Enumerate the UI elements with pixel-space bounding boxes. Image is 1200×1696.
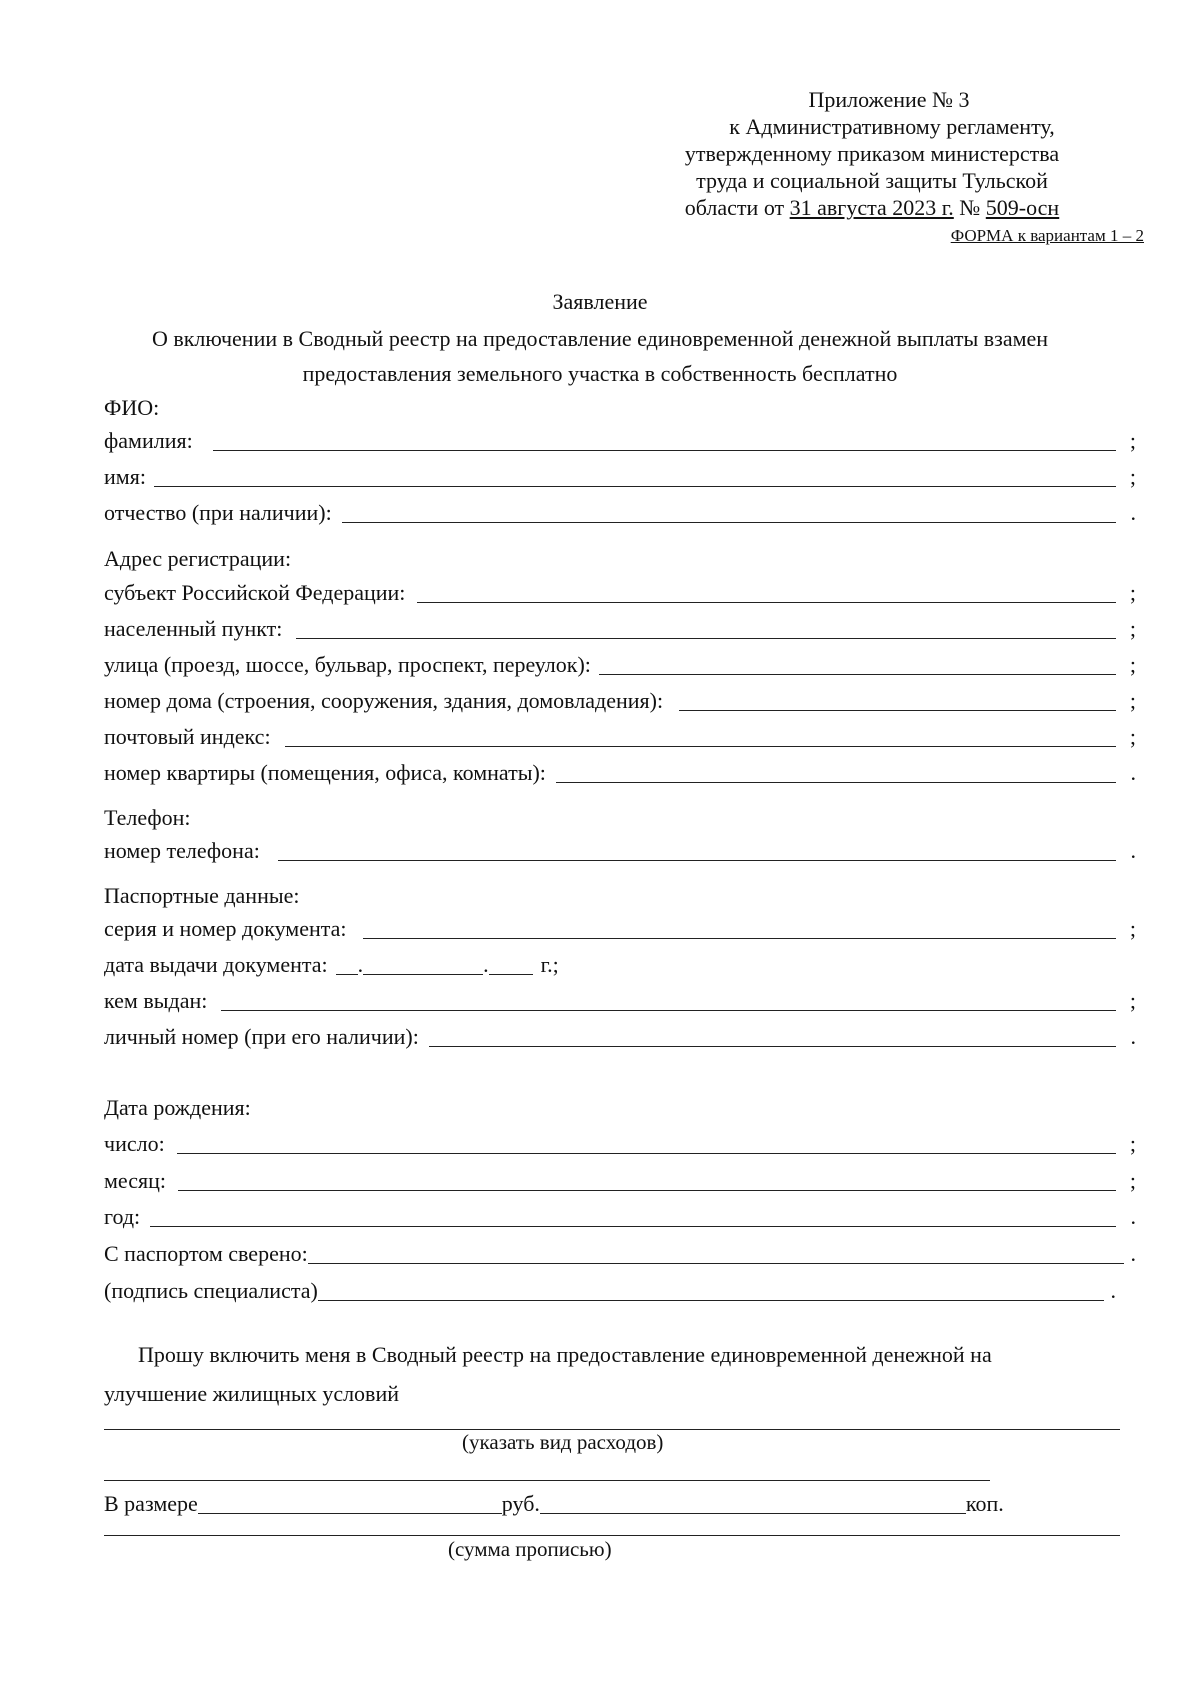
appendix-header	[600, 86, 1144, 221]
postcode-row: почтовый индекс: ;	[104, 724, 1136, 749]
specialist-signature-field[interactable]	[318, 1299, 1104, 1301]
birth-year-label: год:	[104, 1204, 141, 1229]
patronymic-label: отчество (при наличии):	[104, 500, 332, 525]
phone-row: номер телефона: .	[104, 838, 1136, 863]
birth-month-row: месяц: ;	[104, 1168, 1136, 1193]
passport-number-label: серия и номер документа:	[104, 916, 347, 941]
apartment-label: номер квартиры (помещения, офиса, комнаты):	[104, 760, 546, 785]
amount-in-words-field[interactable]	[104, 1535, 1120, 1536]
street-label: улица (проезд, шоссе, бульвар, проспект, переулок):	[104, 652, 591, 677]
passport-issue-date-label: дата выдачи документа:	[104, 952, 328, 977]
expense-type-caption: (указать вид расходов)	[462, 1430, 664, 1454]
birth-day-label: число:	[104, 1131, 165, 1156]
region-row: субъект Российской Федерации: ;	[104, 580, 1136, 605]
street-field[interactable]	[599, 673, 1116, 675]
birth-year-field[interactable]	[150, 1225, 1116, 1227]
appendix-line-4: труда и социальной защиты Тульской	[696, 168, 1048, 193]
apartment-field[interactable]	[556, 781, 1116, 783]
birth-month-field[interactable]	[178, 1189, 1116, 1191]
appendix-line-3: утвержденному приказом министерства	[684, 141, 1060, 166]
order-number: 509-осн	[985, 195, 1060, 220]
region-field[interactable]	[417, 601, 1116, 603]
postcode-label: почтовый индекс:	[104, 724, 271, 749]
house-row: номер дома (строения, сооружения, здания, домовладения): ;	[104, 688, 1136, 713]
locality-field[interactable]	[296, 637, 1116, 639]
form-variant-label: ФОРМА к вариантам 1 – 2	[950, 226, 1144, 245]
birth-day-field[interactable]	[177, 1152, 1116, 1154]
house-label: номер дома (строения, сооружения, здания, домовладения):	[104, 688, 664, 713]
document-title: Заявление	[552, 289, 648, 314]
issue-day-field[interactable]	[336, 973, 358, 975]
passport-number-row: серия и номер документа: ;	[104, 916, 1136, 941]
passport-issue-date-row: дата выдачи документа: . . г.;	[104, 952, 559, 977]
apartment-row: номер квартиры (помещения, офиса, комнаты): .	[104, 760, 1136, 785]
name-field[interactable]	[154, 485, 1116, 487]
name-row: имя: ;	[104, 464, 1136, 489]
request-line-2: улучшение жилищных условий	[104, 1381, 399, 1406]
issue-year-field[interactable]	[489, 973, 533, 975]
passport-check-label: С паспортом сверено:	[104, 1241, 308, 1266]
address-section-label: Адрес регистрации:	[104, 546, 292, 571]
postcode-field[interactable]	[285, 745, 1116, 747]
locality-label: населенный пункт:	[104, 616, 283, 641]
region-label: субъект Российской Федерации:	[104, 580, 406, 605]
document-subject-line-2: предоставления земельного участка в собственность бесплатно	[302, 361, 898, 386]
patronymic-field[interactable]	[342, 521, 1116, 523]
surname-label: фамилия:	[104, 428, 193, 453]
amount-rubles-field[interactable]	[198, 1512, 502, 1514]
personal-number-row: личный номер (при его наличии): .	[104, 1024, 1136, 1049]
issued-by-field[interactable]	[221, 1009, 1116, 1011]
street-row: улица (проезд, шоссе, бульвар, проспект, переулок): ;	[104, 652, 1136, 677]
rubles-label: руб.	[501, 1491, 540, 1516]
amount-kopecks-field[interactable]	[540, 1512, 966, 1514]
house-field[interactable]	[679, 709, 1116, 711]
kopecks-label: коп.	[965, 1491, 1004, 1516]
issued-by-label: кем выдан:	[104, 988, 208, 1013]
issue-month-field[interactable]	[363, 973, 483, 975]
phone-label: номер телефона:	[104, 838, 260, 863]
amount-row	[104, 1487, 1044, 1517]
phone-section-label: Телефон:	[104, 805, 191, 830]
amount-in-words-caption: (сумма прописью)	[448, 1537, 612, 1561]
birth-day-row: число: ;	[104, 1131, 1136, 1156]
patronymic-row: отчество (при наличии): .	[104, 500, 1136, 525]
birth-month-label: месяц:	[104, 1168, 167, 1193]
birth-section-label: Дата рождения:	[104, 1095, 251, 1120]
order-date: 31 августа 2023 г.	[789, 195, 954, 220]
issued-by-row: кем выдан: ;	[104, 988, 1136, 1013]
personal-number-label: личный номер (при его наличии):	[104, 1024, 419, 1049]
surname-row: фамилия: ;	[104, 428, 1136, 453]
appendix-line-5: области от 31 августа 2023 г. № 509-осн	[684, 195, 1060, 220]
request-line-1: Прошу включить меня в Сводный реестр на предоставление единовременной денежной на	[138, 1342, 992, 1367]
document-subject-line-1: О включении в Сводный реестр на предоставление единовременной денежной выплаты взамен	[151, 326, 1049, 351]
appendix-line-2: к Административному регламенту,	[729, 114, 1055, 139]
appendix-number: Приложение № 3	[808, 87, 970, 112]
expense-type-field-continued[interactable]	[104, 1480, 990, 1481]
passport-section-label: Паспортные данные:	[104, 883, 300, 908]
personal-number-field[interactable]	[429, 1045, 1116, 1047]
birth-year-row: год: .	[104, 1204, 1136, 1229]
passport-check-row: С паспортом сверено: .	[104, 1241, 1136, 1266]
passport-number-field[interactable]	[363, 937, 1116, 939]
surname-field[interactable]	[213, 449, 1116, 451]
locality-row: населенный пункт: ;	[104, 616, 1136, 641]
name-label: имя:	[104, 464, 146, 489]
phone-field[interactable]	[278, 859, 1116, 861]
passport-check-field[interactable]	[308, 1262, 1124, 1264]
amount-label: В размере	[104, 1491, 198, 1516]
fio-section-label: ФИО:	[104, 395, 160, 420]
specialist-signature-label: (подпись специалиста)	[104, 1278, 318, 1303]
specialist-signature-row: (подпись специалиста) .	[104, 1278, 1116, 1303]
